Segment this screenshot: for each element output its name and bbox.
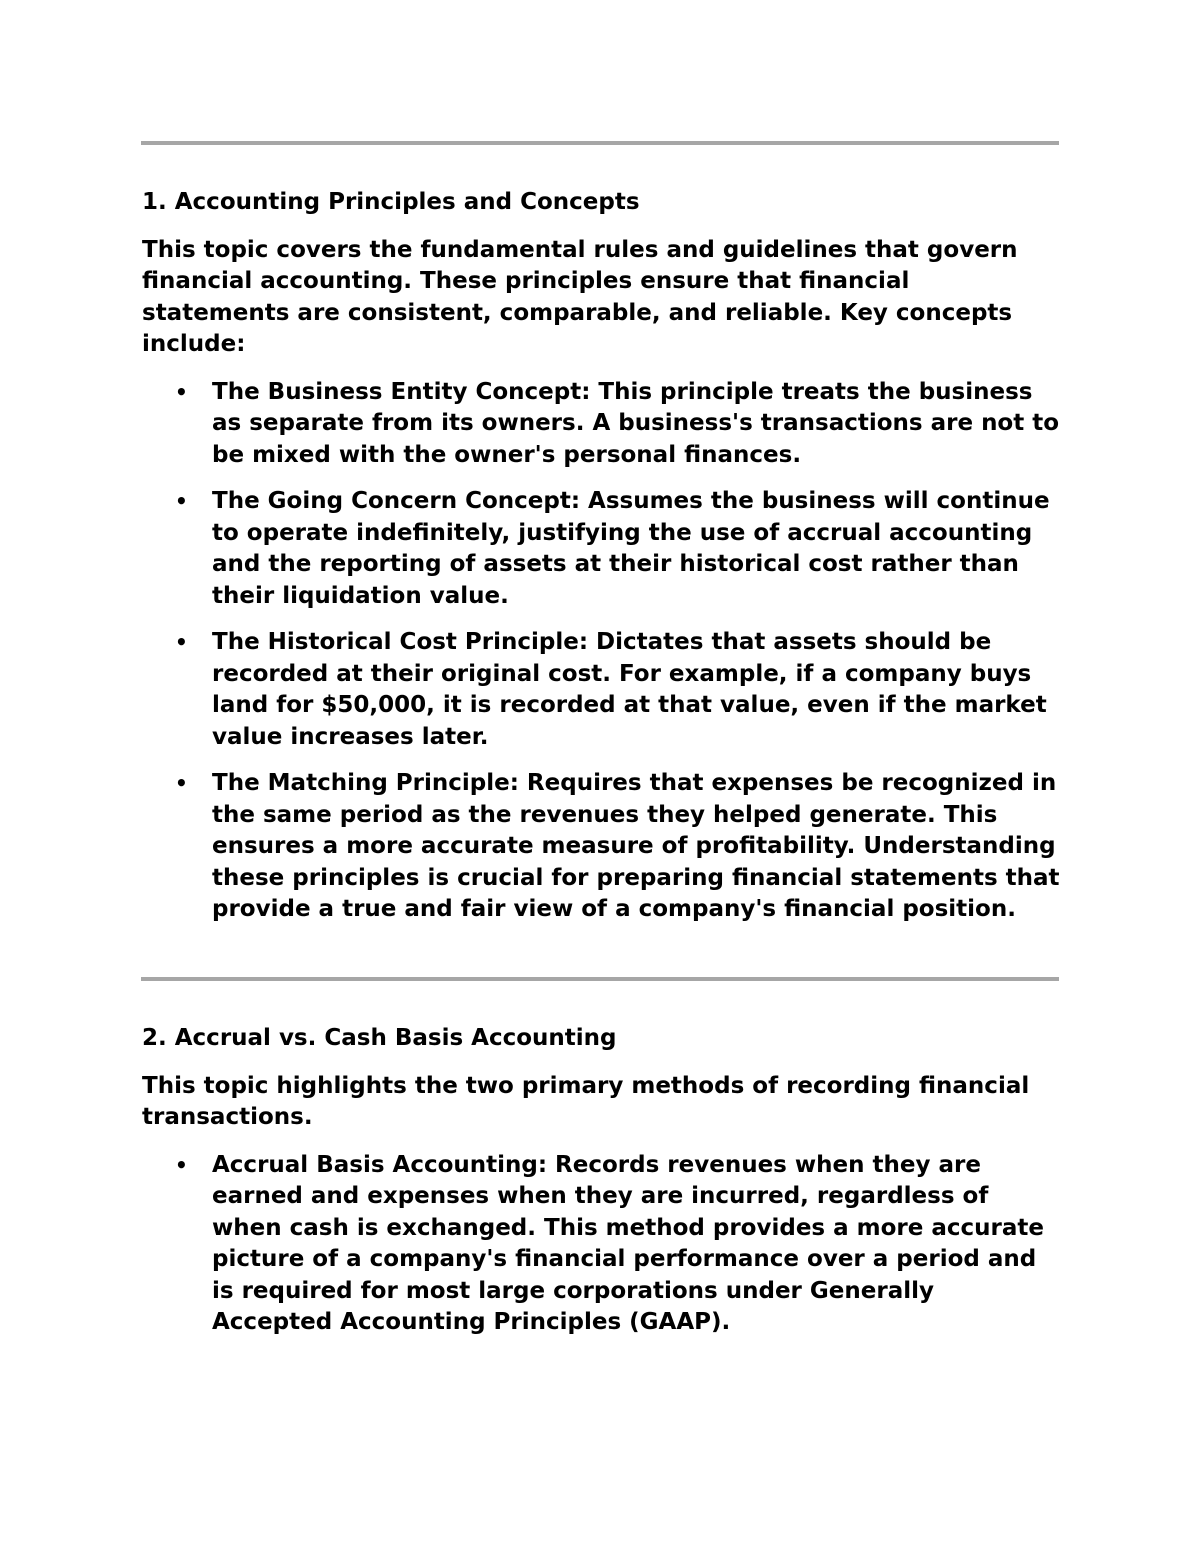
bullet-icon: •	[175, 630, 188, 654]
horizontal-rule-top	[141, 141, 1059, 145]
list-item-text: Accrual Basis Accounting: Records revenues when they are earned and expenses when they are incurred, regardless of when cash is exchanged. This method provides a more accurate picture of a company's financial performance over a period and is required for most large corporations under Generally Accepted Accounting Principles (GAAP).	[212, 1151, 1044, 1335]
bullet-icon: •	[175, 1152, 188, 1177]
bullet-list	[142, 1150, 1062, 1339]
bullet-icon: •	[175, 379, 188, 404]
section-2	[142, 1023, 1062, 1339]
section-heading: 2. Accrual vs. Cash Basis Accounting	[142, 1025, 617, 1051]
section-1	[142, 187, 1062, 926]
list-item	[142, 768, 1062, 926]
section-intro: This topic highlights the two primary methods of recording financial transactions.	[142, 1072, 1030, 1130]
list-item-text: The Historical Cost Principle: Dictates that assets should be recorded at their original cost. For example, if a company buys land for $50,000, it is recorded at that value, even if the market value increases later.	[212, 629, 1047, 750]
list-item	[142, 627, 1062, 753]
list-item-text: The Going Concern Concept: Assumes the business will continue to operate indefinitely, justifying the use of accrual accounting and the reporting of assets at their historical cost rather than their liquidation value.	[212, 488, 1050, 609]
horizontal-rule-middle	[141, 977, 1059, 981]
list-item	[142, 1150, 1062, 1339]
list-item-text: The Matching Principle: Requires that expenses be recognized in the same period as the revenues they helped generate. This ensures a more accurate measure of profitability. Understanding these principles is crucial for preparing financial statements that provide a true and fair view of a company's financial position.	[212, 770, 1060, 922]
list-item-text: The Business Entity Concept: This principle treats the business as separate from its owners. A business's transactions are not to be mixed with the owner's personal finances.	[212, 378, 1060, 468]
section-intro: This topic covers the fundamental rules and guidelines that govern financial accounting. These principles ensure that financial statements are consistent, comparable, and reliable. Key concepts include:	[142, 236, 1018, 357]
list-item	[142, 377, 1062, 472]
bullet-icon: •	[175, 771, 188, 795]
list-item	[142, 486, 1062, 612]
bullet-icon: •	[175, 489, 188, 513]
bullet-list	[142, 377, 1062, 926]
section-heading: 1. Accounting Principles and Concepts	[142, 189, 640, 215]
